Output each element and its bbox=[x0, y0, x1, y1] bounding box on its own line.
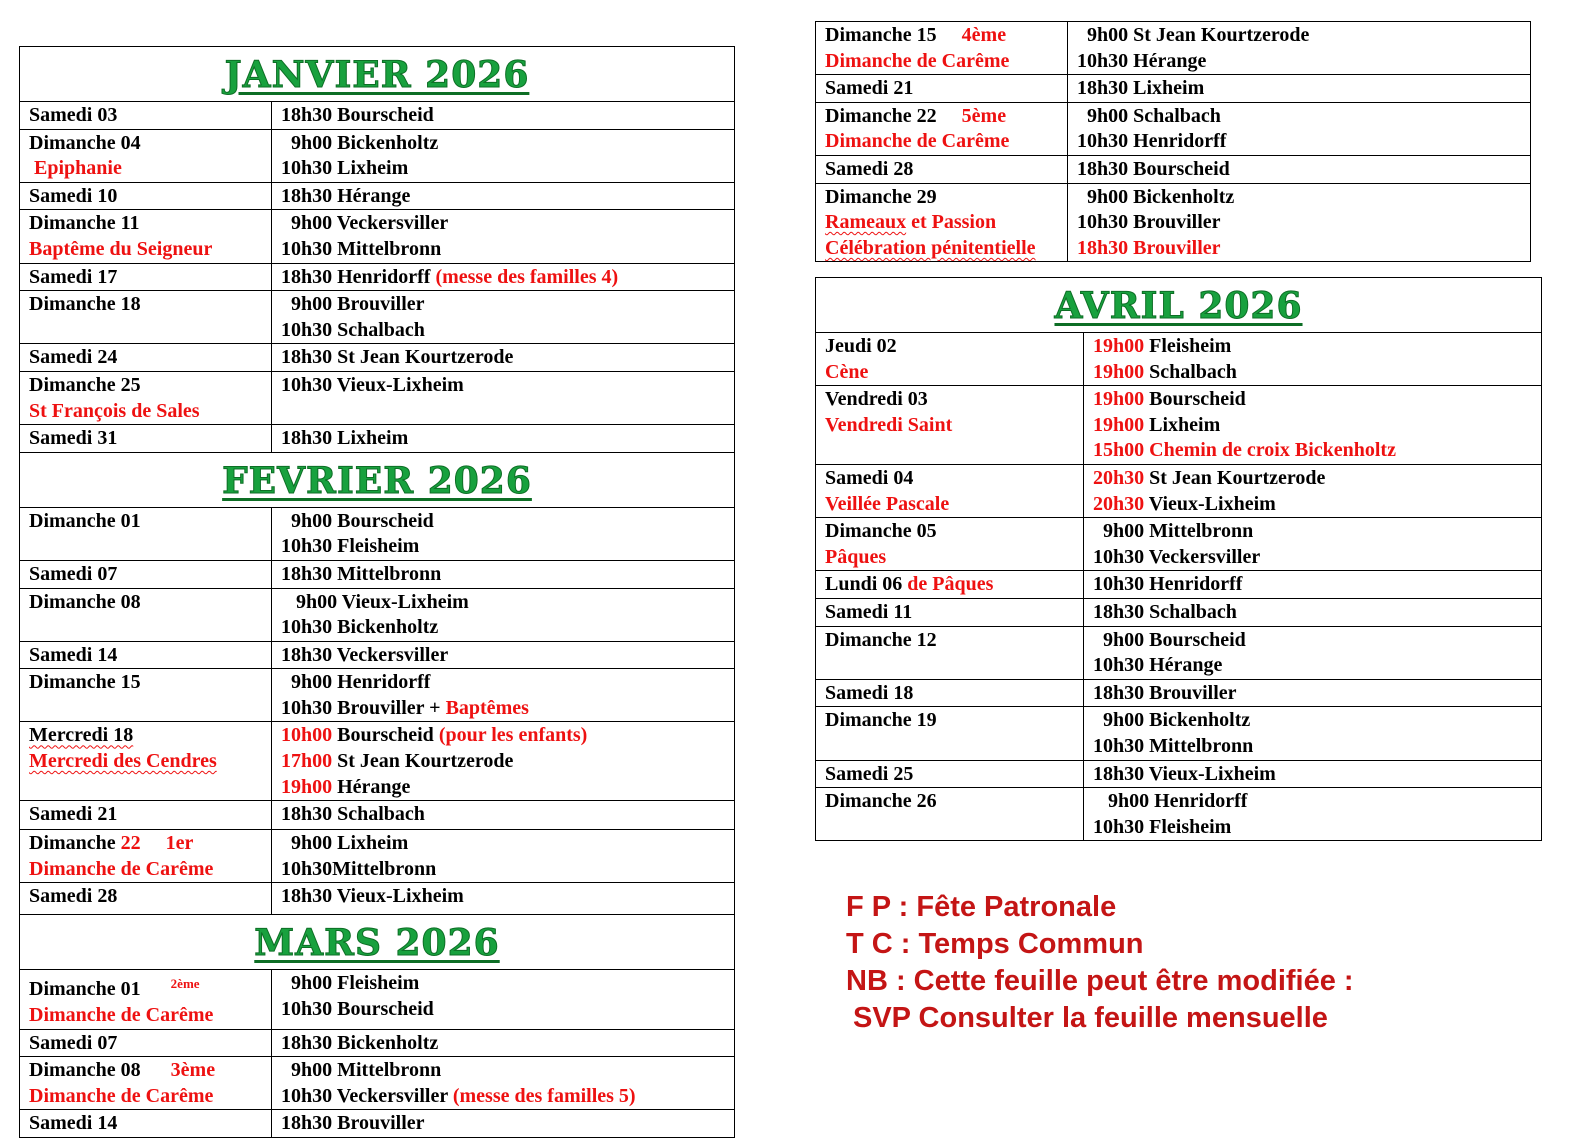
table-row bbox=[20, 263, 735, 291]
mass-cell: 9h00 Bickenholtz 10h30 Mittelbronn bbox=[1084, 707, 1542, 760]
table-row bbox=[816, 760, 1542, 788]
day-cell: Samedi 24 bbox=[20, 344, 272, 372]
table-row bbox=[20, 129, 735, 182]
table-row bbox=[20, 182, 735, 210]
feast-label: Dimanche de Carême bbox=[29, 1004, 214, 1027]
feast-label: St François de Sales bbox=[29, 399, 200, 422]
month-title-janvier: JANVIER 2026 bbox=[224, 54, 530, 96]
mass-cell: 18h30 Brouviller bbox=[272, 1110, 735, 1138]
table-row bbox=[20, 1057, 735, 1110]
note-consulter: SVP Consulter la feuille mensuelle bbox=[853, 1002, 1328, 1034]
feast-label: Dimanche de Carême bbox=[29, 1084, 214, 1107]
legend-notes bbox=[846, 889, 1354, 1037]
table-row bbox=[20, 507, 735, 560]
month-header-row bbox=[816, 278, 1542, 333]
table-row bbox=[20, 669, 735, 722]
feast-label: Veillée Pascale bbox=[825, 492, 950, 515]
table-row bbox=[816, 333, 1542, 386]
mass-cell: 18h30 St Jean Kourtzerode bbox=[272, 344, 735, 372]
day-cell: Dimanche 19 bbox=[816, 707, 1084, 760]
table-row bbox=[816, 518, 1542, 571]
day-cell: Samedi 31 bbox=[20, 425, 272, 453]
mass-cell: 18h30 Bickenholtz bbox=[272, 1029, 735, 1057]
day-cell: Dimanche 01 bbox=[20, 507, 272, 560]
day-cell: Dimanche 15 4ème Dimanche de Carême bbox=[816, 22, 1068, 75]
feast-label: Dimanche de Carême bbox=[825, 130, 1010, 153]
mass-cell: 9h00 Henridorff 10h30 Brouviller + Baptêmes bbox=[272, 669, 735, 722]
mass-note: (messe des familles 4) bbox=[435, 265, 619, 288]
mass-cell: 9h00 Brouviller 10h30 Schalbach bbox=[272, 291, 735, 344]
note-temps-commun: T C : Temps Commun bbox=[846, 928, 1144, 960]
mass-cell: 9h00 Mittelbronn 10h30 Veckersviller (messe des familles 5) bbox=[272, 1057, 735, 1110]
table-row bbox=[20, 722, 735, 801]
mass-cell: 18h30 Bourscheid bbox=[272, 102, 735, 130]
mass-cell: 9h00 Bickenholtz 10h30 Lixheim bbox=[272, 129, 735, 182]
day-cell: Samedi 17 bbox=[20, 263, 272, 291]
feast-label: Dimanche de Carême bbox=[825, 49, 1010, 72]
month-title-avril: AVRIL 2026 bbox=[1054, 285, 1303, 327]
mass-cell: 18h30 Vieux-Lixheim bbox=[272, 883, 735, 915]
table-row bbox=[816, 386, 1542, 465]
table-row bbox=[816, 571, 1542, 599]
feast-label: Mercredi des Cendres bbox=[29, 750, 217, 773]
mass-cell: 20h30 St Jean Kourtzerode 20h30 Vieux-Lixheim bbox=[1084, 464, 1542, 517]
mass-cell: 18h30 Henridorff (messe des familles 4) bbox=[272, 263, 735, 291]
day-cell: Samedi 28 bbox=[20, 883, 272, 915]
schedule-table-avril bbox=[815, 277, 1542, 841]
table-row bbox=[816, 679, 1542, 707]
mass-cell: 9h00 Bourscheid 10h30 Hérange bbox=[1084, 626, 1542, 679]
table-row bbox=[816, 626, 1542, 679]
month-title-mars: MARS 2026 bbox=[254, 922, 500, 965]
feast-label: Célébration pénitentielle bbox=[825, 236, 1036, 259]
mass-cell: 10h30 Henridorff bbox=[1084, 571, 1542, 599]
day-cell: Jeudi 02 Cène bbox=[816, 333, 1084, 386]
day-cell: Dimanche 04 Epiphanie bbox=[20, 129, 272, 182]
day-cell: Dimanche 08 bbox=[20, 588, 272, 641]
day-cell: Dimanche 18 bbox=[20, 291, 272, 344]
mass-cell: 18h30 Schalbach bbox=[272, 801, 735, 830]
month-header-row bbox=[20, 915, 735, 970]
table-row bbox=[20, 641, 735, 669]
mass-cell: 9h00 Lixheim 10h30Mittelbronn bbox=[272, 830, 735, 883]
day-cell: Samedi 07 bbox=[20, 1029, 272, 1057]
day-cell: Dimanche 29 Rameaux et Passion Célébration pénitentielle bbox=[816, 183, 1068, 262]
table-row bbox=[816, 464, 1542, 517]
mass-note: (messe des familles 5) bbox=[452, 1084, 636, 1107]
mass-cell: 9h00 Vieux-Lixheim 10h30 Bickenholtz bbox=[272, 588, 735, 641]
mass-cell: 10h30 Vieux-Lixheim bbox=[272, 371, 735, 424]
day-cell: Samedi 25 bbox=[816, 760, 1084, 788]
feast-label: Epiphanie bbox=[34, 157, 122, 180]
mass-cell: 9h00 Bourscheid 10h30 Fleisheim bbox=[272, 507, 735, 560]
mass-cell: 10h00 Bourscheid (pour les enfants) 17h00 St Jean Kourtzerode 19h00 Hérange bbox=[272, 722, 735, 801]
mass-cell: 19h00 Fleisheim 19h00 Schalbach bbox=[1084, 333, 1542, 386]
day-cell: Lundi 06 de Pâques bbox=[816, 571, 1084, 599]
note-modification: NB : Cette feuille peut être modifiée : bbox=[846, 965, 1354, 997]
mass-cell: 18h30 Lixheim bbox=[1068, 75, 1531, 103]
table-row bbox=[20, 371, 735, 424]
table-row bbox=[816, 155, 1531, 183]
day-cell: Dimanche 22 1er Dimanche de Carême bbox=[20, 830, 272, 883]
day-cell: Samedi 14 bbox=[20, 641, 272, 669]
day-cell: Dimanche 15 bbox=[20, 669, 272, 722]
mass-cell: 18h30 Mittelbronn bbox=[272, 560, 735, 588]
month-title-fevrier: FEVRIER 2026 bbox=[222, 459, 532, 502]
mass-cell: 9h00 Henridorff 10h30 Fleisheim bbox=[1084, 788, 1542, 841]
feast-label: de Pâques bbox=[907, 573, 994, 596]
table-row bbox=[816, 707, 1542, 760]
feast-label: Pâques bbox=[825, 545, 887, 568]
table-row bbox=[20, 588, 735, 641]
mass-cell: 9h00 Veckersviller 10h30 Mittelbronn bbox=[272, 210, 735, 263]
table-row bbox=[816, 788, 1542, 841]
table-row bbox=[20, 425, 735, 453]
mass-cell: 18h30 Brouviller bbox=[1084, 679, 1542, 707]
table-row bbox=[20, 102, 735, 130]
table-row bbox=[20, 830, 735, 883]
day-cell: Dimanche 11 Baptême du Seigneur bbox=[20, 210, 272, 263]
mass-cell: 9h00 Mittelbronn 10h30 Veckersviller bbox=[1084, 518, 1542, 571]
schedule-table-left bbox=[19, 46, 735, 1138]
feast-label: Dimanche de Carême bbox=[29, 857, 214, 880]
mass-cell: 9h00 Fleisheim 10h30 Bourscheid bbox=[272, 970, 735, 1029]
month-header-row bbox=[20, 452, 735, 507]
day-cell: Dimanche 08 3ème Dimanche de Carême bbox=[20, 1057, 272, 1110]
day-cell: Samedi 21 bbox=[20, 801, 272, 830]
table-row bbox=[20, 970, 735, 1029]
table-row bbox=[20, 1029, 735, 1057]
table-row bbox=[816, 22, 1531, 75]
mass-note: (pour les enfants) bbox=[438, 724, 588, 747]
mass-cell: 18h30 Schalbach bbox=[1084, 598, 1542, 626]
day-cell: Samedi 14 bbox=[20, 1110, 272, 1138]
table-row bbox=[20, 1110, 735, 1138]
mass-cell: 9h00 Bickenholtz 10h30 Brouviller 18h30 Brouviller bbox=[1068, 183, 1531, 262]
day-cell: Dimanche 26 bbox=[816, 788, 1084, 841]
feast-label: Cène bbox=[825, 360, 869, 383]
schedule-table-right-top bbox=[815, 21, 1531, 262]
note-fete-patronale: F P : Fête Patronale bbox=[846, 891, 1117, 923]
mass-cell: 18h30 Bourscheid bbox=[1068, 155, 1531, 183]
feast-label: Vendredi Saint bbox=[825, 413, 953, 436]
table-row bbox=[816, 598, 1542, 626]
mass-cell: 9h00 Schalbach 10h30 Henridorff bbox=[1068, 102, 1531, 155]
day-cell: Dimanche 25 St François de Sales bbox=[20, 371, 272, 424]
mass-cell: 19h00 Bourscheid 19h00 Lixheim 15h00 Chemin de croix Bickenholtz bbox=[1084, 386, 1542, 465]
day-cell: Dimanche 01 $^{2ème}$ Dimanche de Carême bbox=[20, 970, 272, 1029]
table-row bbox=[816, 183, 1531, 262]
mass-cell: 18h30 Veckersviller bbox=[272, 641, 735, 669]
table-row bbox=[816, 102, 1531, 155]
day-cell: Samedi 10 bbox=[20, 182, 272, 210]
table-row bbox=[20, 801, 735, 830]
day-cell: Samedi 21 bbox=[816, 75, 1068, 103]
day-cell: Samedi 07 bbox=[20, 560, 272, 588]
table-row bbox=[20, 560, 735, 588]
day-cell: Samedi 03 bbox=[20, 102, 272, 130]
table-row bbox=[20, 291, 735, 344]
day-cell: Mercredi 18 Mercredi des Cendres bbox=[20, 722, 272, 801]
mass-cell: 18h30 Lixheim bbox=[272, 425, 735, 453]
feast-label: Baptême du Seigneur bbox=[29, 237, 213, 260]
day-cell: Samedi 11 bbox=[816, 598, 1084, 626]
table-row bbox=[20, 210, 735, 263]
day-cell: Samedi 28 bbox=[816, 155, 1068, 183]
table-row bbox=[816, 75, 1531, 103]
mass-cell: 18h30 Hérange bbox=[272, 182, 735, 210]
day-cell: Dimanche 05 Pâques bbox=[816, 518, 1084, 571]
day-cell: Dimanche 12 bbox=[816, 626, 1084, 679]
day-cell: Samedi 04 Veillée Pascale bbox=[816, 464, 1084, 517]
table-row bbox=[20, 344, 735, 372]
day-cell: Dimanche 22 5ème Dimanche de Carême bbox=[816, 102, 1068, 155]
day-cell: Samedi 18 bbox=[816, 679, 1084, 707]
mass-cell: 18h30 Vieux-Lixheim bbox=[1084, 760, 1542, 788]
mass-note: Baptêmes bbox=[445, 696, 529, 719]
mass-cell: 9h00 St Jean Kourtzerode 10h30 Hérange bbox=[1068, 22, 1531, 75]
table-row bbox=[20, 883, 735, 915]
month-header-row bbox=[20, 47, 735, 102]
day-cell: Vendredi 03 Vendredi Saint bbox=[816, 386, 1084, 465]
